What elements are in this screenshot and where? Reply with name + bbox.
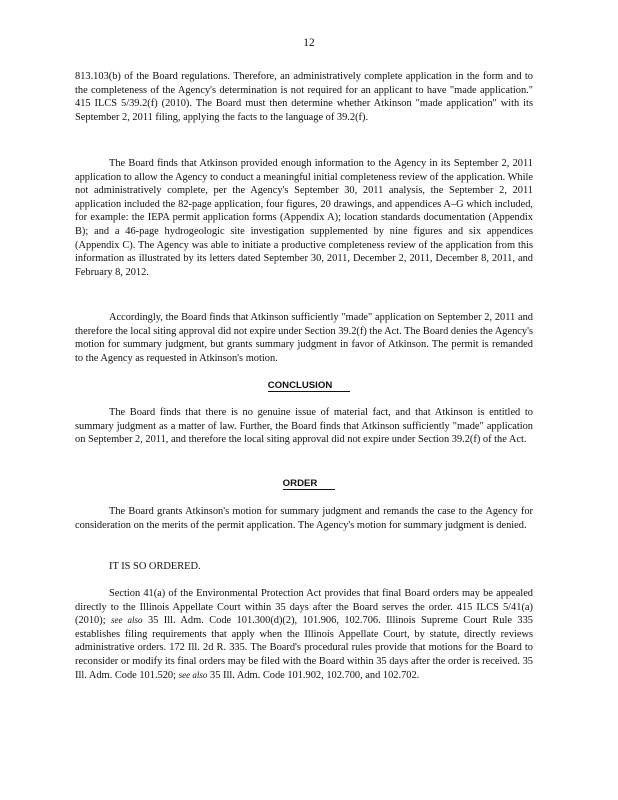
appeal-text-part2: 35 Ill. Adm. Code 101.300(d)(2), 101.906, 102.706. Illinois Supreme Court Rule 335 establishes filing requirements that apply when the Illinois Appellate Court, by statute, directly reviews administrative orders. 172 Ill. 2d R. 335. The Board's procedural rules provide that motions for the Board to reconsider or modify its final orders may be filed with the Board within 35 days after the order is received. 35 Ill. Adm. Code 101.520; (75, 615, 533, 681)
conclusion-heading-text: CONCLUSION (268, 380, 351, 392)
paragraph-board-finds (75, 157, 533, 279)
paragraph-appeal (75, 587, 533, 682)
order-heading-text: ORDER (283, 478, 336, 490)
paragraph-text: The Board finds that there is no genuine issue of material fact, and that Atkinson is entitled to summary judgment as a matter of law. Further, the Board finds that Atkinson sufficiently "made" application on September 2, 2011, and therefore the local siting approval did not expire under Section 39.2(f) of the Act. (75, 407, 533, 446)
see-also-italic: see also (111, 615, 143, 626)
paragraph-order (75, 505, 533, 532)
order-heading (0, 478, 618, 490)
appeal-text-part3: 35 Ill. Adm. Code 101.902, 102.700, and 102.702. (210, 669, 420, 681)
paragraph-text (75, 587, 533, 682)
paragraph-text: 813.103(b) of the Board regulations. Therefore, an administratively complete application in the form and to the completeness of the Agency's determination is not required for an applicant to have "made application." 415 ILCS 5/39.2(f) (2010). The Board must then determine whether Atkinson "made application" with its September 2, 2011 filing, applying the facts to the language of 39.2(f). (75, 71, 533, 123)
paragraph-accordingly (75, 311, 533, 365)
appeal-text-part1: Section 41(a) of the Environmental Protection Act provides that final Board orders may be appealed directly to the Illinois Appellate Court within 35 days after the Board serves the order. 415 ILCS 5/41(a) (2010); (75, 588, 533, 627)
paragraph-conclusion (75, 406, 533, 447)
so-ordered-text: IT IS SO ORDERED. (109, 561, 201, 572)
conclusion-heading (0, 380, 618, 392)
paragraph-text: The Board grants Atkinson's motion for summary judgment and remands the case to the Agency for consideration on the merits of the permit application. The Agency's motion for summary judgment is denied. (75, 506, 533, 531)
page-number: 12 (303, 37, 315, 49)
paragraph-text: The Board finds that Atkinson provided enough information to the Agency in its September 2, 2011 application to allow the Agency to conduct a meaningful initial completeness review of the application. While not administratively complete, per the Agency's September 30, 2011 analysis, the September 2, 2011 application included the 82-page application, four figures, 20 drawings, and appendices A–G which included, for example: the IEPA permit application forms (Appendix A); location standards documentation (Appendix B); and a 46-page hydrogeologic site investigation supplemented by nine figures and six appendices (Appendix C). The Agency was able to initiate a productive completeness review of the application from this information as illustrated by its letters dated September 30, 2011, December 2, 2011, December 8, 2011, and February 8, 2012. (75, 158, 533, 278)
paragraph-so-ordered (75, 560, 533, 574)
paragraph-text: Accordingly, the Board finds that Atkinson sufficiently "made" application on September 2, 2011 and therefore the local siting approval did not expire under Section 39.2(f) the Act. The Board denies the Agency's motion for summary judgment, but grants summary judgment in favor of Atkinson. The permit is remanded to the Agency as requested in Atkinson's motion. (75, 312, 533, 364)
paragraph-continued (75, 70, 533, 124)
see-also-italic: see also (178, 669, 208, 680)
